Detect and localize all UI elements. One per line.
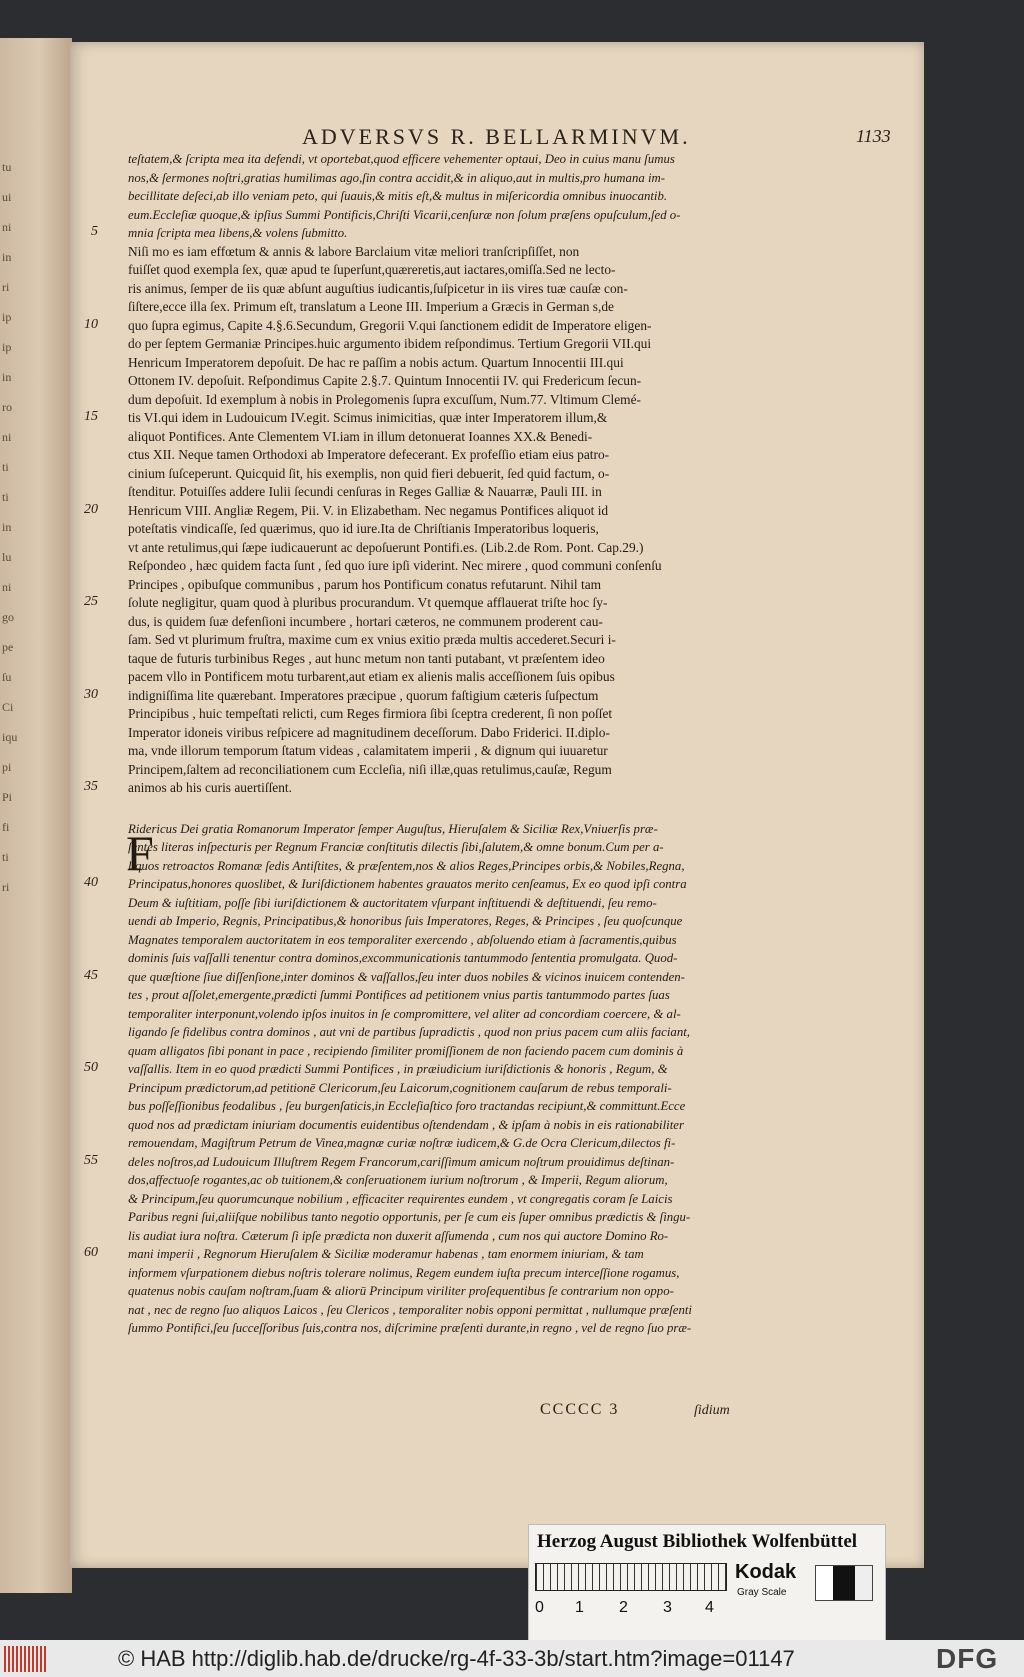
text-line: mnia ſcripta mea libens,& volens ſubmitto. bbox=[128, 226, 348, 240]
page-number: 1133 bbox=[856, 126, 891, 146]
text-line: ſolute negligitur, quam quod à pluribus procurandum. Vt quemque afflauerat triſte hoc ſy- bbox=[128, 595, 608, 610]
ruler-scale-icon bbox=[535, 1563, 727, 1591]
line-number: 15 bbox=[84, 409, 98, 424]
scale-number: 0 bbox=[535, 1599, 544, 1616]
text-line: ſiſtere,ecce illa ſex. Primum eſt, translatum a Leone III. Imperium a Græcis in German s,de bbox=[128, 299, 614, 314]
text-line: & Principum,ſeu quorumcunque nobilium , efficaciter requirentes eundem , vt congregatis coram ſe Laicis bbox=[128, 1191, 673, 1206]
running-head: ADVERSVS R. BELLARMINVM. bbox=[302, 124, 691, 149]
kodak-gray-scale-label: Gray Scale bbox=[737, 1587, 787, 1598]
left-page-fragment: ip bbox=[2, 340, 12, 354]
left-page-fragment: ri bbox=[2, 880, 10, 894]
line-number: 55 bbox=[84, 1152, 98, 1168]
left-page-fragment: Pi bbox=[2, 790, 13, 804]
text-line: Henricum VIII. Angliæ Regem, Pii. V. in Elizabetham. Nec negamus Pontifices aliquot id bbox=[128, 502, 609, 518]
text-line: quatenus nobis cauſam noſtram,ſuam & aliorū Principum viriliter proſequentibus ſe contrarium non oppo- bbox=[128, 1284, 674, 1298]
text-line: teſtatem,& ſcripta mea ita defendi, vt oportebat,quod efficere vehementer optaui, Deo in cuius manu ſumus bbox=[128, 152, 675, 166]
text-line: ma, vnde illorum temporum ſtatum videas , calamitatem imperii , & dignum qui iuuaretur bbox=[128, 743, 608, 758]
text-line: ſam. Sed vt plurimum fruſtra, maxime cum ex vnius exitio præda multis accederet.Securi i- bbox=[128, 632, 616, 647]
text-line: indigniſſima lite quærebant. Imperatores præcipue , quorum faſtigium cæteris ſuſpectum bbox=[128, 687, 599, 703]
text-line: Principes , opibuſque communibus , parum hos Pontificum conatus refutarunt. Nihil tam bbox=[128, 576, 602, 592]
text-line: informem vſurpationem diebus noſtris tolerare nolimus, Regem eundem iuſta precum interceſſione rogamus, bbox=[128, 1265, 680, 1280]
text-line: pacem vllo in Pontificem motu turbarent,aut etiam ex alienis malis acceſſionem ſuis opibus bbox=[128, 669, 615, 684]
barcode-icon bbox=[4, 1646, 48, 1672]
text-line: temporaliter interponunt,volendo ipſos inuitos in ſe compromittere, vel aliter ad concordiam coercere, & al- bbox=[128, 1006, 681, 1021]
text-line: bus poſſeſſionibus feodalibus , ſeu burgenſaticis,in Eccleſiaſtico foro tractandas recipiunt,& committunt.Ecce bbox=[128, 1099, 686, 1113]
text-line: lis audiat iura noſtra. Cæterum ſi ipſe prædicta non duxerit aſſumenda , cum nos qui auctore Domino Ro- bbox=[128, 1228, 669, 1243]
left-page-fragment: go bbox=[2, 610, 14, 624]
text-line: Ottonem IV. depoſuit. Reſpondimus Capite 2.§.7. Quintum Innocentii IV. qui Fredericum ſecun- bbox=[128, 373, 642, 388]
text-line: deles noſtros,ad Ludouicum Illuſtrem Regem Francorum,cariſſimum amicum noſtrum prouidimus deſtinan- bbox=[128, 1154, 675, 1169]
kodak-brand: Kodak bbox=[735, 1561, 797, 1583]
text-line: quod nos ad prædictam iniuriam documentis euidentibus oſtendendam , & ipſam à nobis in eis rationabiliter bbox=[128, 1117, 684, 1132]
line-number: 20 bbox=[84, 501, 98, 517]
line-number: 25 bbox=[84, 594, 98, 609]
footer-bar bbox=[0, 1640, 1024, 1677]
text-line: dus, is quidem ſuæ defenſioni incumbere , hortari cæteros, ne communem proderent cau- bbox=[128, 613, 603, 629]
library-name: Herzog August Bibliothek Wolfenbüttel bbox=[537, 1531, 858, 1552]
text-line: dum depoſuit. Id exemplum à nobis in Prolegomenis ſupra excuſſum, Num.77. Vltimum Clemé- bbox=[128, 391, 641, 407]
left-page-fragment: ro bbox=[2, 400, 12, 414]
text-line: Magnates temporalem auctoritatem in eos temporaliter exercendo , abſoluendo etiam à ſacramentis,quibus bbox=[128, 932, 677, 947]
text-line: cinium ſuſceperunt. Quicquid ſit, his exemplis, non quid fieri debuerit, ſed quid factum, o- bbox=[128, 465, 610, 481]
scale-number: 3 bbox=[663, 1599, 672, 1616]
left-page-fragment: iqu bbox=[2, 730, 18, 744]
left-page-fragment: in bbox=[2, 520, 12, 534]
text-line: Principatus,honores quoslibet, & Iuriſdictionem habentes grauatos merito cenſeamus, Ex eo quod ipſi contra bbox=[128, 877, 687, 891]
text-line: uendi ab Imperio, Regnis, Principatibus,& honoribus ſuis Imperatores, Reges, & Principes , ſeu quoſcunque bbox=[128, 914, 683, 928]
left-page-fragment: tu bbox=[2, 160, 12, 174]
gray-scale-patch-icon bbox=[815, 1565, 873, 1601]
text-line: ris animus, ſemper de iis quæ abſunt auguſtius iudicantis,ſuſpicetur in iis vires tuæ cauſæ con- bbox=[128, 280, 628, 296]
line-number: 40 bbox=[84, 875, 98, 890]
left-page-fragment: in bbox=[2, 370, 12, 384]
text-line: Imperator idoneis viribus reſpicere ad magnitudinem deceſſorum. Dabo Friderici. II.diplo- bbox=[128, 724, 610, 740]
left-page-fragment: ui bbox=[2, 190, 12, 204]
left-page-fragment: ſu bbox=[2, 670, 12, 684]
text-line: tes , prout aſſolet,emergente,prædicti ſummi Pontifices ad petitionem vnius partis tantummodo partes ſuas bbox=[128, 988, 670, 1002]
left-page-fragment: ri bbox=[2, 280, 10, 294]
text-line: nat , nec de regno ſuo aliquos Laicos , ſeu Clericos , temporaliter nobis opponi permittat , nullumque præſenti bbox=[128, 1302, 692, 1317]
left-page-fragment: fi bbox=[2, 820, 10, 834]
line-number: 35 bbox=[84, 779, 98, 794]
line-number: 5 bbox=[91, 224, 98, 239]
text-line: que quæſtione ſiue diſſenſione,inter dominos & vaſſallos,ſeu inter duos nobiles & vicinos inuicem contenden- bbox=[128, 969, 685, 984]
signature-mark: CCCCC 3 bbox=[540, 1401, 620, 1418]
text-line: vaſſallis. Item in eo quod prædicti Summi Pontifices , in præiudicium iuriſdictionis & honoris , Regum, & bbox=[128, 1062, 668, 1076]
scale-number: 4 bbox=[705, 1599, 714, 1616]
scale-number: 2 bbox=[619, 1599, 628, 1616]
text-line: Niſi mo es iam effœtum & annis & labore Barclaium vitæ meliori tranſcripſiſſet, non bbox=[128, 243, 580, 259]
text-line: eum.Eccleſiæ quoque,& ipſius Summi Pontificis,Chriſti Vicarii,cenſuræ non ſolum præſens opuſculum,ſed o- bbox=[128, 207, 681, 222]
text-line: Ridericus Dei gratia Romanorum Imperator ſemper Auguſtus, Hieruſalem & Siciliæ Rex,Vniuerſis præ- bbox=[128, 821, 658, 836]
left-page-fragment: ip bbox=[2, 310, 12, 324]
left-page-fragment: in bbox=[2, 250, 12, 264]
text-line: Principibus , huic tempeſtati relicti, cum Reges firmiora ſibi ſceptra crederent, ſi non poſſet bbox=[128, 706, 613, 721]
scale-number: 1 bbox=[575, 1599, 584, 1616]
footer-source-link[interactable]: © HAB http://diglib.hab.de/drucke/rg-4f-33-3b/start.htm?image=01147 bbox=[118, 1646, 795, 1671]
text-line: nos,& ſermones noſtri,gratias humilimas ago,ſin contra accidit,& in aliquo,aut in multis,pro humana im- bbox=[128, 170, 666, 185]
text-line: remouendam, Magiſtrum Petrum de Vinea,magnæ curiæ noſtræ iudicem,& G.de Ocra Clericum,dilectos fi- bbox=[128, 1136, 676, 1150]
text-line: becillitate deſeci,ab illo veniam peto, qui ſuauis,& mitis eſt,& multus in miſericordia omnibus inuocantib. bbox=[128, 189, 668, 203]
library-color-chart bbox=[528, 1524, 886, 1646]
text-line: aliquot Pontifices. Ante Clementem VI.iam in illum detonuerat Ioannes XX.& Benedi- bbox=[128, 428, 593, 444]
text-line: do per ſeptem Germaniæ Principes.huic argumento ibidem reſpondimus. Tertium Gregorii VII.qui bbox=[128, 336, 652, 351]
left-page-fragment: ni bbox=[2, 430, 12, 444]
text-line: tis VI.qui idem in Ludouicum IV.egit. Scimus inimicitias, quæ inter Imperatorem illum,& bbox=[128, 410, 608, 425]
left-page-fragment: ti bbox=[2, 850, 9, 864]
dfg-logo: DFG bbox=[936, 1643, 999, 1674]
text-line: ligando ſe fidelibus contra dominos , aut vni de partibus ſupradictis , quod non prius pacem cum aliis faciant, bbox=[128, 1025, 690, 1039]
text-line: ſentes literas inſpecturis per Regnum Franciæ conſtitutis dilectis ſibi,ſalutem,& omne bonum.Cum per a- bbox=[128, 840, 664, 854]
text-line: Reſpondeo , hæc quidem facta ſunt , ſed quo iure ipſi viderint. Nec mirere , quod communi conſenſu bbox=[128, 558, 662, 573]
left-page-fragment: ni bbox=[2, 580, 12, 594]
left-page-fragment: pe bbox=[2, 640, 14, 654]
line-number: 60 bbox=[84, 1245, 98, 1260]
text-line: Principem,ſaltem ad reconciliationem cum Eccleſia, niſi illæ,quas retulimus,cauſæ, Regum bbox=[128, 761, 612, 777]
text-line: ctus XII. Neque tamen Orthodoxi ab Imperatore defecerant. Ex profeſſio etiam eius patro- bbox=[128, 447, 610, 462]
text-line: Principum prædictorum,ad petitionē Clericorum,ſeu Laicorum,cognitionem cauſarum de rebus temporali- bbox=[128, 1080, 672, 1095]
text-line: ſummo Pontifici,ſeu ſucceſſoribus ſuis,contra nos, diſcrimine præſenti durante,in regno , vel de regno ſuo præ- bbox=[128, 1321, 692, 1335]
left-page-fragment: ni bbox=[2, 220, 12, 234]
text-line: vt ante retulimus,qui ſæpe iudicauerunt ac depoſuerunt Pontifi.es. (Lib.2.de Rom. Pont. Cap.29.) bbox=[128, 539, 644, 555]
left-page-fragment: ti bbox=[2, 490, 9, 504]
book-page bbox=[70, 42, 924, 1568]
text-line: Henricum Imperatorem depoſuit. De hac re paſſim a nobis actum. Quartum Innocentii III.qui bbox=[128, 354, 624, 370]
text-line: quo ſupra egimus, Capite 4.§.6.Secundum, Gregorii V.qui ſanctionem edidit de Imperatore eligen- bbox=[128, 317, 652, 333]
text-line: fuiſſet quod exempla ſex, quæ apud te ſuperſunt,quæreretis,aut iactares,omiſſa.Sed ne lecto- bbox=[128, 262, 616, 277]
catchword: ſidium bbox=[694, 1403, 730, 1418]
adjacent-left-page bbox=[0, 38, 72, 1593]
text-line: dos,affectuoſe rogantes,ac ob tuitionem,& conſeruationem iurium noſtrorum , & Imperii, Regum aliorum, bbox=[128, 1173, 668, 1187]
text-line: dominis ſuis vaſſalli tenentur contra dominos,excommunicationis tantummodo ſententia promulgata. Quod- bbox=[128, 951, 678, 965]
text-line: animos ab his curis auertiſſent. bbox=[128, 780, 292, 795]
drop-capital: F bbox=[126, 825, 154, 881]
line-number: 10 bbox=[84, 316, 98, 332]
line-number: 50 bbox=[84, 1060, 98, 1075]
left-page-fragment: lu bbox=[2, 550, 12, 564]
text-line: Deum & iuſtitiam, poſſe ſibi iuriſdictionem & auctoritatem vſurpant inſtituendi & deſtituendi, ſeu remo- bbox=[128, 895, 657, 910]
text-line: poteſtatis vindicaſſe, ſed quærimus, quo id iure.Ita de Chriſtianis Imperatoribus loqueris, bbox=[128, 521, 599, 536]
left-page-fragment: ti bbox=[2, 460, 9, 474]
text-line: taque de futuris turbinibus Reges , aut hunc metum non tanti putabant, vt præſentem ideo bbox=[128, 650, 605, 666]
line-number: 45 bbox=[84, 967, 98, 983]
text-line: liquos retroactos Romanæ ſedis Antiſtites, & præſentem,nos & alios Reges,Principes orbis,& Nobiles,Regna, bbox=[128, 858, 685, 873]
text-line: ſtenditur. Potuiſſes addere Iulii ſecundi cenſuras in Reges Galliæ & Nauarræ, Pauli III. in bbox=[128, 484, 602, 499]
text-line: quam alligatos ſibi ponant in pace , recipiendo ſimiliter promiſſionem de non faciendo pacem cum dominis à bbox=[128, 1043, 684, 1058]
line-number: 30 bbox=[84, 686, 98, 702]
left-page-fragment: pi bbox=[2, 760, 12, 774]
left-page-fragment: Ci bbox=[2, 700, 14, 714]
text-line: mani imperii , Regnorum Hieruſalem & Siciliæ moderamur habenas , tam enormem iniuriam, & tam bbox=[128, 1247, 644, 1261]
text-line: Paribus regni ſui,aliiſque nobilibus tanto negotio opportunis, per ſe cum eis ſuper omnibus prædictis & ſingu- bbox=[128, 1210, 691, 1224]
